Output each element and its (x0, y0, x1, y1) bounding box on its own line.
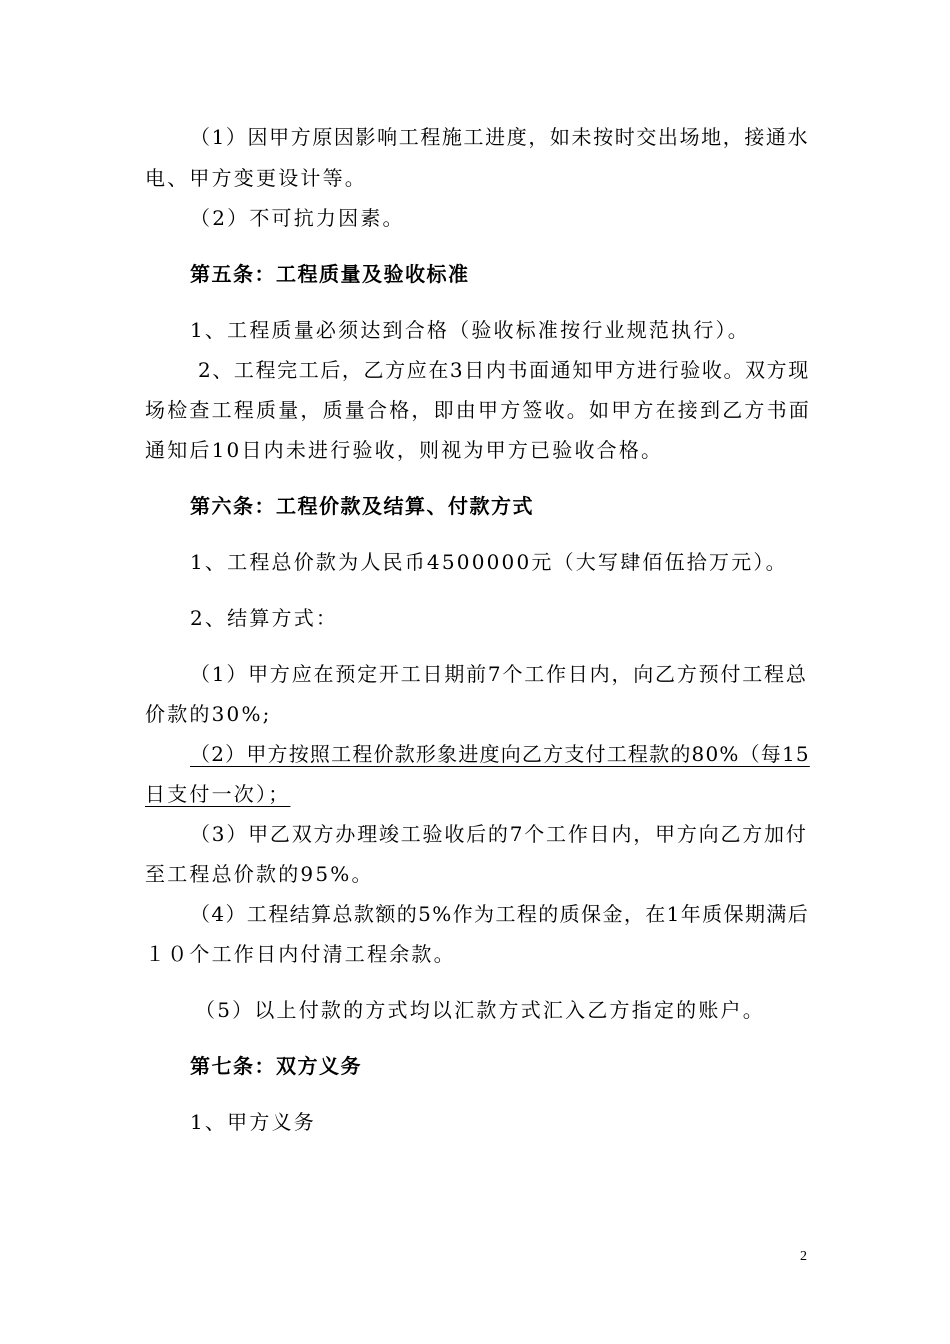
paragraph-line: （4）工程结算总款额的5%作为工程的质保金，在1年质保期满后 (190, 902, 810, 926)
underlined-paragraph-line: 日支付一次）； (145, 782, 291, 806)
paragraph-line: 2、工程完工后，乙方应在3日内书面通知甲方进行验收。双方现 (198, 358, 810, 382)
paragraph-line: 1、工程总价款为人民币4500000元（大写肆佰伍拾万元）。 (190, 550, 788, 574)
paragraph-line: 1、工程质量必须达到合格（验收标准按行业规范执行）。 (190, 318, 750, 342)
section-heading-7: 第七条：双方义务 (190, 1054, 362, 1078)
paragraph-line: 1、甲方义务 (190, 1110, 316, 1134)
paragraph-line: 价款的30%; (145, 702, 272, 726)
paragraph-line: 2、结算方式： (190, 606, 339, 630)
paragraph-line: 至工程总价款的95%。 (145, 862, 374, 886)
paragraph-line: （1）因甲方原因影响工程施工进度，如未按时交出场地，接通水 (190, 125, 810, 149)
paragraph-line: 电、甲方变更设计等。 (145, 166, 367, 190)
section-heading-6: 第六条：工程价款及结算、付款方式 (190, 494, 534, 518)
paragraph-line: （3）甲乙双方办理竣工验收后的7个工作日内，甲方向乙方加付 (190, 822, 808, 846)
paragraph-line: 场检查工程质量，质量合格，即由甲方签收。如甲方在接到乙方书面 (145, 398, 811, 422)
paragraph-line: （2）不可抗力因素。 (190, 206, 405, 230)
section-heading-5: 第五条：工程质量及验收标准 (190, 262, 470, 286)
paragraph-line: 通知后10日内未进行验收，则视为甲方已验收合格。 (145, 438, 664, 462)
paragraph-line: （1）甲方应在预定开工日期前7个工作日内，向乙方预付工程总 (190, 662, 808, 686)
page-number: 2 (800, 1249, 807, 1264)
paragraph-line: １０个工作日内付清工程余款。 (145, 942, 456, 966)
paragraph-line: （5）以上付款的方式均以汇款方式汇入乙方指定的账户。 (195, 998, 765, 1022)
underlined-paragraph-line: （2）甲方按照工程价款形象进度向乙方支付工程款的80%（每15 (190, 742, 810, 766)
